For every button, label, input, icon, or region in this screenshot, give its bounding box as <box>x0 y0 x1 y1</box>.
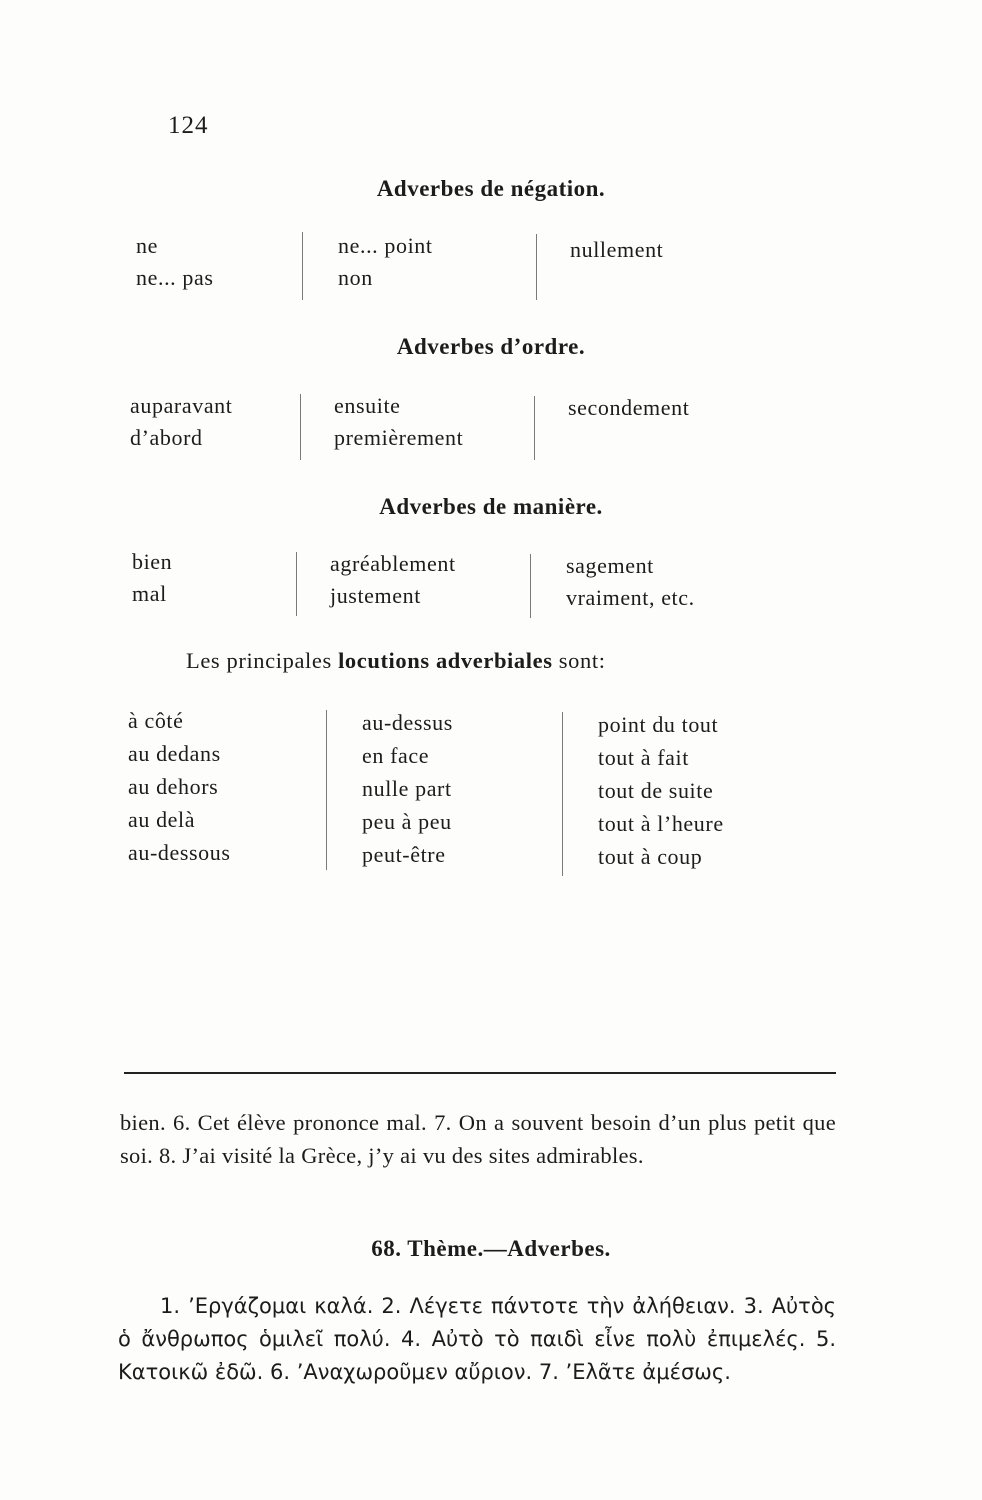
list-item: peut-être <box>362 842 446 867</box>
list-item: justement <box>330 583 421 608</box>
column-divider <box>562 712 563 876</box>
heading-negation: Adverbes de négation. <box>376 176 606 201</box>
list-item: auparavant <box>130 393 233 418</box>
column-divider <box>534 396 535 460</box>
locutions-col-2 <box>362 706 453 871</box>
list-item: ensuite <box>334 393 401 418</box>
heading-theme: 68. Thème.—Adverbes. <box>371 1236 611 1261</box>
list-item: ne <box>136 233 158 258</box>
footnote-rule <box>124 1072 836 1074</box>
column-divider <box>530 554 531 618</box>
list-item: tout de suite <box>598 778 714 803</box>
list-item: nulle part <box>362 776 452 801</box>
list-item: au dedans <box>128 741 221 766</box>
list-item: d’abord <box>130 425 203 450</box>
list-item: sagement <box>566 553 654 578</box>
theme-text: 1. ’Εργάζομαι καλά. 2. Λέγετε πάντοτε τὴν ἀλήθειαν. 3. Αὐτὸς ὁ ἄνθρωπος ὁμιλεῖ πολύ. 4. Αὐτὸ τὸ παιδὶ εἶνε πολὺ ἐπιμελές. 5. Κατοικῶ ἐδῶ. 6. ’Αναχωροῦμεν αὔριον. 7. ’Ελᾶτε ἀμέσως. <box>118 1294 836 1384</box>
negation-col-3 <box>570 234 663 266</box>
list-item: en face <box>362 743 430 768</box>
locutions-intro <box>186 648 606 674</box>
list-item: au-dessus <box>362 710 453 735</box>
ordre-col-2 <box>334 390 463 454</box>
negation-col-1 <box>136 230 214 294</box>
list-item: premièrement <box>334 425 464 450</box>
list-item: ne... pas <box>136 265 214 290</box>
locutions-col-3 <box>598 708 724 873</box>
negation-col-2 <box>338 230 433 294</box>
ordre-col-1 <box>130 390 233 454</box>
page-number: 124 <box>168 112 209 139</box>
locutions-col-1 <box>128 704 231 869</box>
column-divider <box>300 394 301 460</box>
heading-maniere: Adverbes de manière. <box>379 494 603 519</box>
list-item: mal <box>132 581 167 606</box>
column-divider <box>296 552 297 616</box>
list-item: au delà <box>128 807 196 832</box>
intro-suffix: sont: <box>552 648 606 673</box>
list-item: vraiment, etc. <box>566 585 695 610</box>
list-item: nullement <box>570 237 664 262</box>
column-divider <box>302 232 303 300</box>
list-item: point du tout <box>598 712 719 737</box>
list-item: tout à coup <box>598 844 703 869</box>
list-item: secondement <box>568 395 690 420</box>
list-item: peu à peu <box>362 809 452 834</box>
intro-bold: locutions adverbiales <box>338 648 553 673</box>
intro-prefix: Les principales <box>186 648 339 673</box>
list-item: tout à l’heure <box>598 811 724 836</box>
footnote-text: bien. 6. Cet élève prononce mal. 7. On a souvent besoin d’un plus petit que soi. 8. J’ai visité la Grèce, j’y ai vu des sites admirables. <box>120 1110 836 1168</box>
list-item: tout à fait <box>598 745 689 770</box>
maniere-col-3 <box>566 550 695 614</box>
ordre-col-3 <box>568 392 689 424</box>
column-divider <box>536 234 537 300</box>
column-divider <box>326 710 327 870</box>
heading-ordre: Adverbes d’ordre. <box>396 334 586 359</box>
list-item: au dehors <box>128 774 219 799</box>
list-item: au-dessous <box>128 840 231 865</box>
list-item: ne... point <box>338 233 433 258</box>
list-item: agréablement <box>330 551 456 576</box>
list-item: à côté <box>128 708 184 733</box>
list-item: bien <box>132 549 173 574</box>
list-item: non <box>338 265 373 290</box>
maniere-col-2 <box>330 548 456 612</box>
maniere-col-1 <box>132 546 172 610</box>
